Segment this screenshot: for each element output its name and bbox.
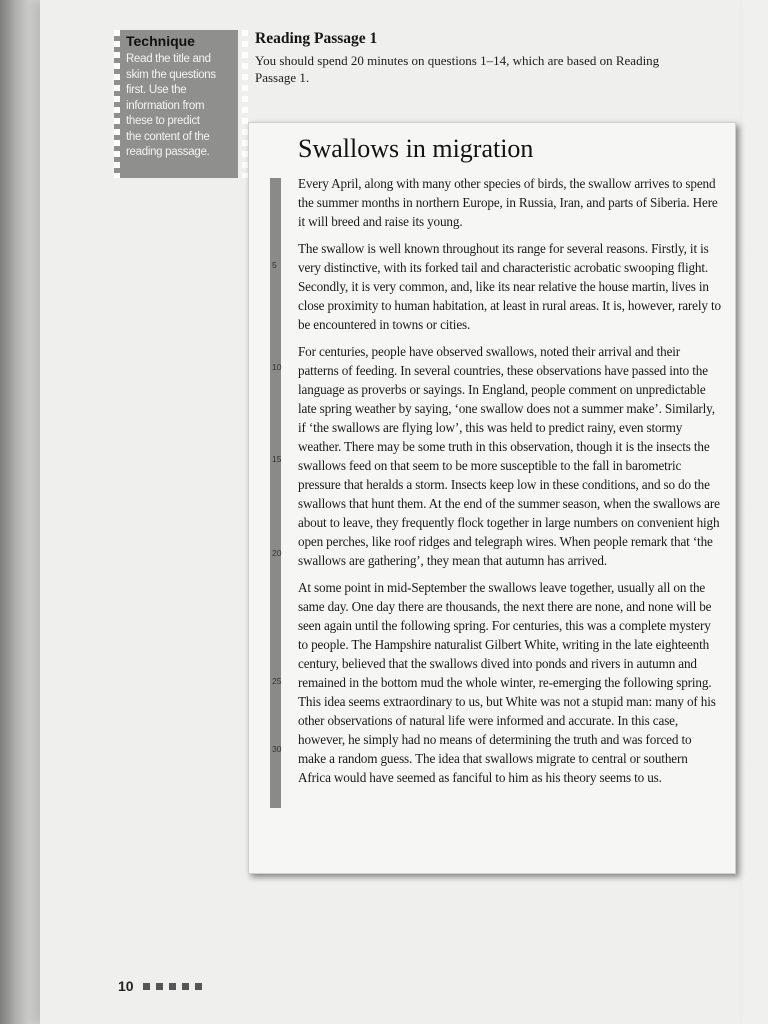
footer-square-icon <box>143 983 150 990</box>
passage-paragraph: The swallow is well known throughout its range for several reasons. Firstly, it is very distinctive, with its forked tail and characteristic acrobatic swooping flight. Secondly, it is very common, and, like its near relative the house martin, lives in close proximity to human habitation, at least in rural areas. It is, however, rarely to be encountered in towns or cities. <box>298 241 721 332</box>
technique-line: information from <box>126 99 205 112</box>
footer-square-icon <box>195 983 202 990</box>
technique-line: Read the title and <box>126 53 211 65</box>
technique-line: first. Use the <box>126 84 187 96</box>
section-heading: Reading Passage 1 <box>255 30 378 47</box>
technique-title: Technique <box>126 33 232 49</box>
footer-square-icon <box>156 983 163 990</box>
footer-square-icon <box>182 983 189 990</box>
passage-body <box>298 174 722 795</box>
section-instruction: You should spend 20 minutes on questions 1–14, which are based on Reading Passage 1. <box>255 53 660 85</box>
passage-title: Swallows in migration <box>298 134 534 163</box>
line-number: 20 <box>272 548 282 558</box>
page-number: 10 <box>118 978 134 994</box>
technique-text <box>126 52 232 161</box>
footer-square-icon <box>169 983 176 990</box>
passage-paragraph: At some point in mid-September the swallows leave together, usually all on the same day. One day there are thousands, the next there are none, and none will be seen again until the following spring. For centuries, this was a complete mystery to people. The Hampshire naturalist Gilbert White, writing in the late eighteenth century, believed that the swallows dived into ponds and rivers in autumn and remained in the bottom mud the whole winter, re-emerging the following spring. This idea seems extraordinary to us, but White was not a stupid man: many of his other observations of natural life were informed and accurate. In this case, however, he simply had no means of determining the truth and was forced to make a random guess. The idea that swallows migrate to central or southern Africa would have seemed as fanciful to him as his theory seems to us. <box>298 580 716 785</box>
technique-line: these to predict <box>126 115 200 127</box>
passage-paragraph: For centuries, people have observed swallows, noted their arrival and their patterns of feeding. In several countries, these observations have passed into the language as proverbs or sayings. In England, people comment on unpredictable late spring weather by saying, ‘one swallow does not a summer make’. Similarly, if ‘the swallows are flying low’, this was held to predict rainy, even stormy weather. There may be some truth in this observation, though it is the insects the swallows feed on that seem to be more susceptible to the fall in barometric pressure that heralds a storm. Insects keep low in these conditions, and so do the swallows that hunt them. At the end of the summer season, when the swallows are about to leave, they frequently flock together in large numbers on convenient high open perches, like roof ridges and telegraph wires. When people remark that ‘the swallows are gathering’, they mean that autumn has arrived. <box>298 344 720 568</box>
technique-line: skim the questions <box>126 68 216 81</box>
technique-line: the content of the <box>126 130 210 143</box>
line-number: 10 <box>272 362 282 372</box>
line-number: 5 <box>272 260 277 270</box>
line-number: 30 <box>272 744 282 754</box>
line-number: 15 <box>272 454 282 464</box>
passage-sidebar-bar <box>270 178 281 808</box>
line-number: 25 <box>272 676 282 686</box>
technique-box <box>114 30 238 178</box>
technique-line: reading passage. <box>126 146 210 158</box>
passage-paragraph: Every April, along with many other species of birds, the swallow arrives to spend the summer months in northern Europe, in Russia, Iran, and parts of Siberia. Here it will breed and raise its young. <box>298 176 718 229</box>
